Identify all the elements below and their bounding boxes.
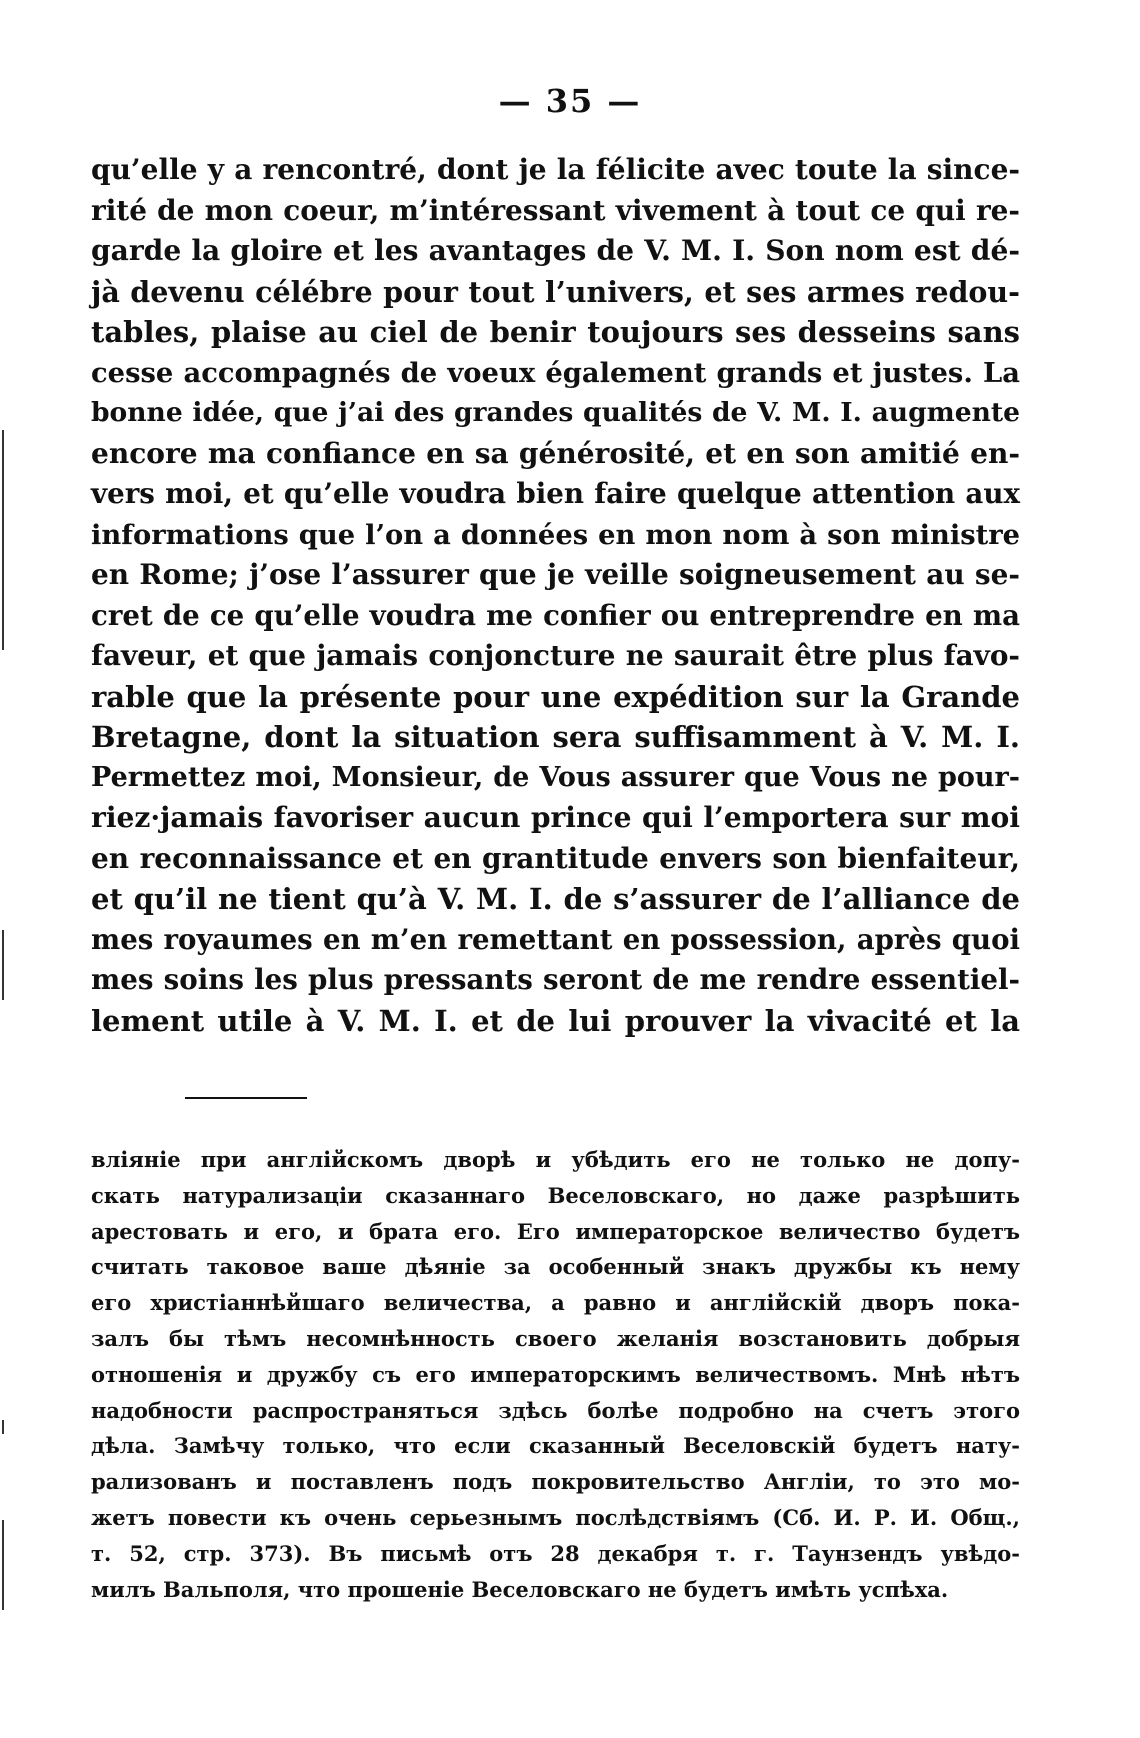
footnote-separator xyxy=(185,1097,307,1099)
text-line: Bretagne, dont la situation sera suffisamment à V. M. I. xyxy=(91,720,1020,754)
text-line: faveur, et que jamais conjoncture ne saurait être plus favo- xyxy=(91,639,1020,672)
text-line: et qu’il ne tient qu’à V. M. I. de s’assurer de l’alliance de xyxy=(91,882,1020,916)
text-line: tables, plaise au ciel de benir toujours ses desseins sans xyxy=(91,315,1020,349)
text-line: Permettez moi, Monsieur, de Vous assurer que Vous ne pour- xyxy=(91,761,1020,793)
margin-scan-mark xyxy=(2,1520,4,1610)
footnote-line: жетъ повести къ очень серьезнымъ послѣдствіямъ (Сб. И. Р. И. Общ., xyxy=(91,1504,1020,1530)
text-line: cesse accompagnés de voeux également grands et justes. La xyxy=(91,356,1020,389)
text-line: bonne idée, que j’ai des grandes qualités de V. M. I. augmente xyxy=(91,397,1020,428)
text-line: cret de ce qu’elle voudra me confier ou entreprendre en ma xyxy=(91,598,1020,632)
footnote-line: надобности распространяться здѣсь болѣе подробно на счетъ этого xyxy=(91,1397,1020,1423)
text-line: lement utile à V. M. I. et de lui prouver la vivacité et la xyxy=(91,1003,1020,1038)
margin-scan-mark xyxy=(2,930,4,1000)
footnote-line: рализованъ и поставленъ подъ покровительство Англіи, то это мо- xyxy=(91,1469,1020,1495)
footnote-line: залъ бы тѣмъ несомнѣнность своего желанія возстановить добрыя xyxy=(91,1325,1020,1351)
text-line: encore ma confiance en sa générosité, et en son amitié en- xyxy=(91,436,1020,470)
footnote-block xyxy=(91,1142,1020,1607)
text-line: en reconnaissance et en grantitude envers son bienfaiteur, xyxy=(91,841,1020,875)
footnote-line: арестовать и его, и брата его. Его императорское величество будетъ xyxy=(91,1218,1020,1244)
text-line: rable que la présente pour une expédition sur la Grande xyxy=(91,679,1020,714)
text-line: rité de mon coeur, m’intéressant vivement à tout ce qui re- xyxy=(91,193,1020,227)
text-line: mes royaumes en m’en remettant en possession, après quoi xyxy=(91,922,1020,956)
text-line: informations que l’on a données en mon nom à son ministre xyxy=(91,518,1020,551)
main-text-block xyxy=(91,150,1020,1041)
margin-scan-mark xyxy=(2,430,4,650)
footnote-line: отношенія и дружбу съ его императорскимъ величествомъ. Мнѣ нѣтъ xyxy=(91,1361,1020,1387)
footnote-line: дѣла. Замѣчу только, что если сказанный Веселовскій будетъ нату- xyxy=(91,1433,1020,1459)
footnote-line: считать таковое ваше дѣяніе за особенный знакъ дружбы къ нему xyxy=(91,1254,1020,1280)
text-line: riez·jamais favoriser aucun prince qui l’emportera sur moi xyxy=(91,801,1020,834)
footnote-line: милъ Вальполя, что прошеніе Веселовскаго не будетъ имѣть успѣха. xyxy=(91,1576,949,1602)
text-line: en Rome; j’ose l’assurer que je veille soigneusement au se- xyxy=(91,558,1020,591)
text-line: qu’elle y a rencontré, dont je la félicite avec toute la since- xyxy=(91,153,1020,186)
footnote-line: его христіаннѣйшаго величества, а равно и англійскій дворъ пока- xyxy=(91,1290,1020,1316)
text-line: mes soins les plus pressants seront de me rendre essentiel- xyxy=(91,963,1020,996)
text-line: jà devenu célébre pour tout l’univers, et ses armes redou- xyxy=(91,274,1020,309)
footnote-line: т. 52, стр. 373). Въ письмѣ отъ 28 декабря т. г. Таунзендъ увѣдо- xyxy=(91,1540,1020,1566)
footnote-line: скать натурализаціи сказаннаго Веселовскаго, но даже разрѣшить xyxy=(91,1182,1020,1208)
margin-scan-mark xyxy=(2,1420,4,1434)
page-number: — 35 — xyxy=(498,82,642,120)
text-line: vers moi, et qu’elle voudra bien faire quelque attention aux xyxy=(91,477,1020,510)
text-line: garde la gloire et les avantages de V. M. I. Son nom est dé- xyxy=(91,234,1020,267)
footnote-line: вліяніе при англійскомъ дворѣ и убѣдить его не только не допу- xyxy=(91,1147,1020,1172)
